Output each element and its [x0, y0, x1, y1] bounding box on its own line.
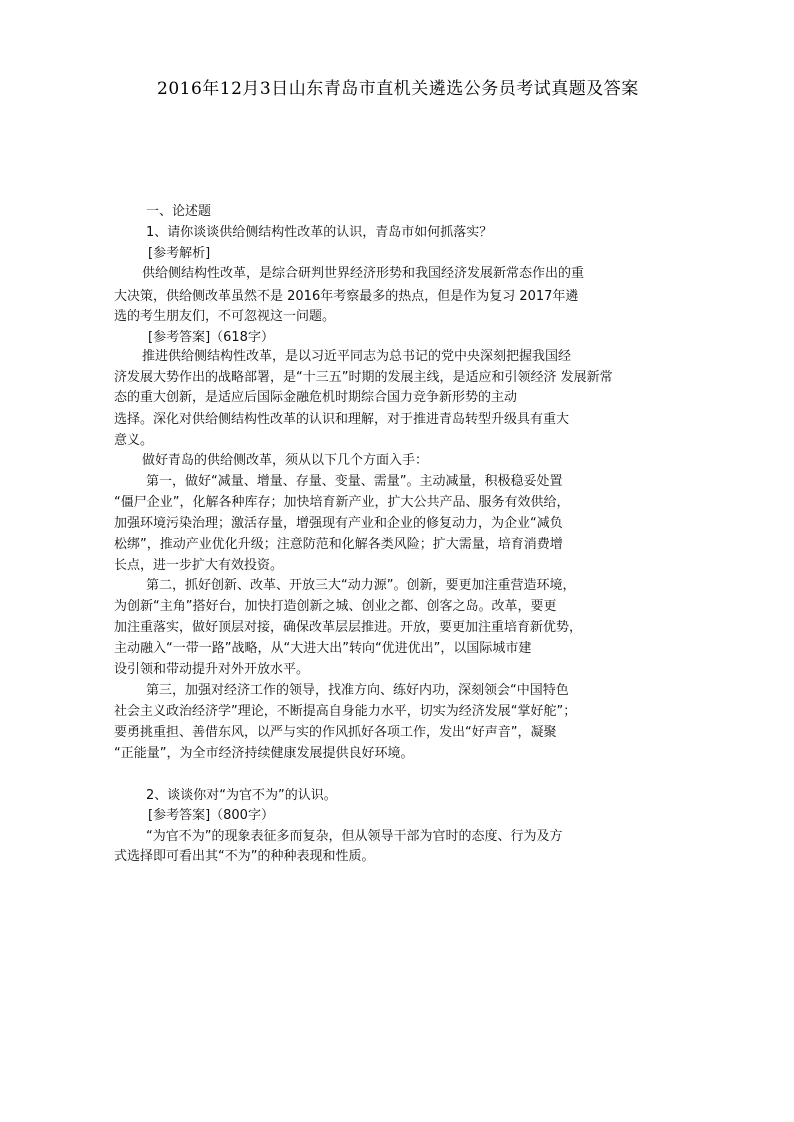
paragraph-line: 态的重大创新，是适应后国际金融危机时期综合国力竞争新形势的主动	[114, 390, 518, 405]
paragraph-line: 意义。	[114, 433, 154, 448]
paragraph-line: 选的考生朋友们，不可忽视这一问题。	[114, 309, 336, 324]
paragraph-line: 要勇挑重担、善借东风，以严与实的作风抓好各项工作，发出“好声音”，凝聚	[114, 725, 557, 740]
reference-answer-label: [参考答案]（800字）	[148, 808, 274, 823]
paragraph-line: 式选择即可看出其“不为”的种种表现和性质。	[114, 849, 375, 864]
paragraph-line: “为官不为”的现象表征多而复杂，但从领导干部为官时的态度、行为及方	[146, 829, 563, 844]
paragraph-line: 长点，进一步扩大有效投资。	[114, 558, 284, 573]
paragraph-line: 供给侧结构性改革，是综合研判世界经济形势和我国经济发展新常态作出的重	[142, 266, 585, 281]
question-1: 1、请你谈谈供给侧结构性改革的认识，青岛市如何抓落实？	[146, 225, 493, 240]
paragraph-line: 第一，做好“减量、增量、存量、变量、需量”。主动减量，积极稳妥处置	[146, 474, 563, 489]
paragraph-line: 推进供给侧结构性改革，是以习近平同志为总书记的党中央深刻把握我国经	[142, 349, 572, 364]
paragraph-line: 第二，抓好创新、改革、开放三大“动力源”。创新，要更加注重营造环境，	[146, 578, 576, 593]
paragraph-line: 选择。深化对供给侧结构性改革的认识和理解，对于推进青岛转型升级具有重大	[114, 412, 570, 427]
paragraph-line: 松绑”，推动产业优化升级；注意防范和化解各类风险；扩大需量，培育消费增	[114, 537, 563, 552]
paragraph-line: 做好青岛的供给侧改革，须从以下几个方面入手：	[142, 453, 429, 468]
reference-answer-label: [参考答案]（618字）	[148, 330, 274, 345]
question-2: 2、谈谈你对“为官不为”的认识。	[146, 788, 337, 803]
paragraph-line: “正能量”，为全市经济持续健康发展提供良好环境。	[114, 746, 414, 761]
paragraph-line: 大决策，供给侧改革虽然不是 2016年考察最多的热点，但是作为复习 2017年遴	[114, 289, 579, 304]
paragraph-line: 设引领和带动提升对外开放水平。	[114, 662, 310, 677]
paragraph-line: 第三，加强对经济工作的领导，找准方向、练好内功，深刻领会“中国特色	[146, 683, 569, 698]
paragraph-line: 主动融入“一带一路”战略，从“大进大出”转向“优进优出”，以国际城市建	[114, 641, 532, 656]
paragraph-line: 加注重落实，做好顶层对接，确保改革层层推进。开放，要更加注重培育新优势，	[114, 620, 583, 635]
paragraph-line: 济发展大势作出的战略部署，是“十三五”时期的发展主线，是适应和引领经济 发展新常	[114, 370, 613, 385]
section-heading: 一、论述题	[146, 204, 212, 219]
reference-analysis-label: [参考解析]	[148, 246, 211, 261]
paragraph-line: “僵尸企业”，化解各种库存；加快培育新产业，扩大公共产品、服务有效供给，	[114, 495, 570, 510]
paragraph-line: 加强环境污染治理；激活存量，增强现有产业和企业的修复动力，为企业“减负	[114, 516, 563, 531]
paragraph-line: 社会主义政治经济学”理论，不断提高自身能力水平，切实为经济发展“掌好舵”；	[114, 704, 577, 719]
paragraph-line: 为创新“主角”搭好台，加快打造创新之城、创业之都、创客之岛。改革，要更	[114, 599, 557, 614]
document-title: 2016年12月3日山东青岛市直机关遴选公务员考试真题及答案	[157, 79, 639, 99]
